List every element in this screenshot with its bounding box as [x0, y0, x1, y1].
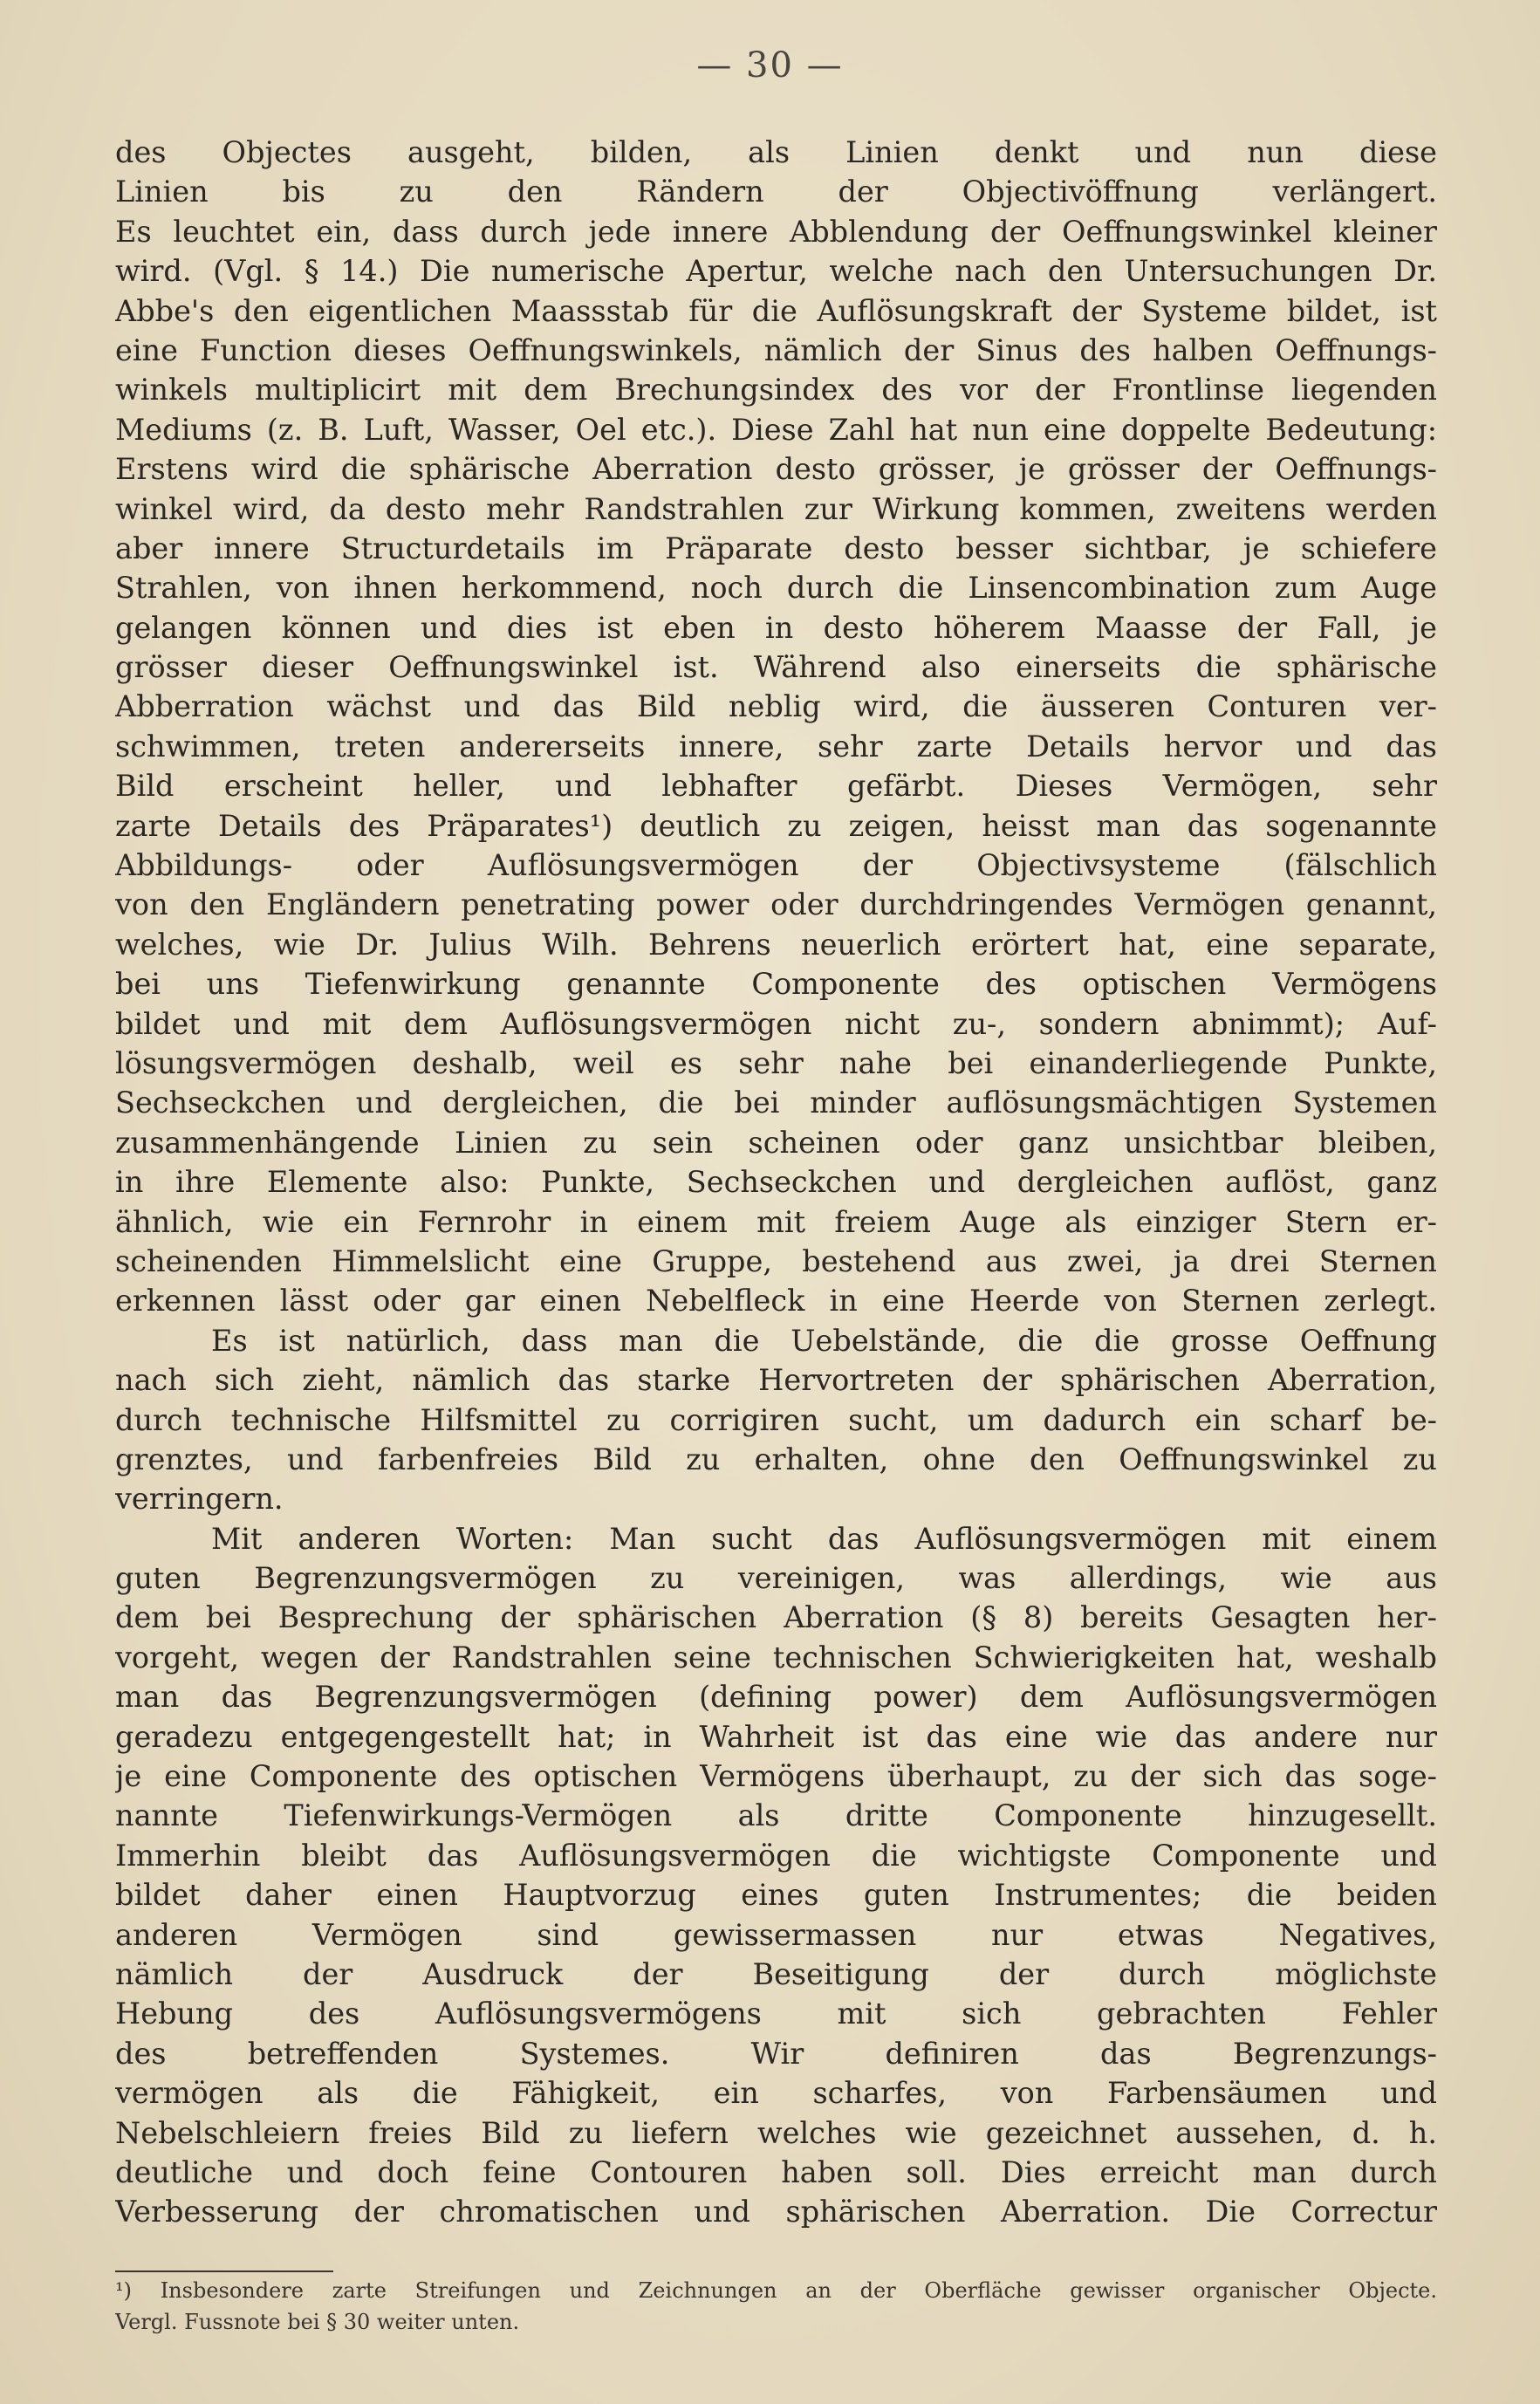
text-line: Abberration wächst und das Bild neblig wird, die äusseren Conturen ver- — [115, 689, 1437, 724]
text-line: gelangen können und dies ist eben in desto höherem Maasse der Fall, je — [115, 610, 1437, 645]
text-line: vorgeht, wegen der Randstrahlen seine technischen Schwierigkeiten hat, weshalb — [115, 1640, 1437, 1675]
text-line: Verbesserung der chromatischen und sphärischen Aberration. Die Correctur — [115, 2195, 1437, 2229]
text-line: bildet daher einen Hauptvorzug eines guten Instrumentes; die beiden — [115, 1878, 1437, 1913]
text-line: des Objectes ausgeht, bilden, als Linien denkt und nun diese — [115, 135, 1437, 169]
text-line: ähnlich, wie ein Fernrohr in einem mit freiem Auge als einziger Stern er- — [115, 1204, 1437, 1239]
text-line: Hebung des Auflösungsvermögens mit sich gebrachten Fehler — [115, 1996, 1437, 2031]
text-line: Mit anderen Worten: Man sucht das Auflösungsvermögen mit einem — [211, 1521, 1437, 1556]
text-line: dem bei Besprechung der sphärischen Aberration (§ 8) bereits Gesagten her- — [115, 1600, 1437, 1635]
text-line: Bild erscheint heller, und lebhafter gefärbt. Dieses Vermögen, sehr — [115, 769, 1437, 804]
body-text — [115, 133, 1437, 2232]
text-line: bei uns Tiefenwirkung genannte Componente des optischen Vermögens — [115, 967, 1437, 1002]
text-line: aber innere Structurdetails im Präparate desto besser sichtbar, je schiefere — [115, 531, 1437, 565]
text-line: wird. (Vgl. § 14.) Die numerische Apertur, welche nach den Untersuchungen Dr. — [115, 254, 1437, 289]
text-line: Immerhin bleibt das Auflösungsvermögen die wichtigste Componente und — [115, 1838, 1437, 1873]
text-line: eine Function dieses Oeffnungswinkels, nämlich der Sinus des halben Oeffnungs- — [115, 332, 1437, 367]
text-line: durch technische Hilfsmittel zu corrigiren sucht, um dadurch ein scharf be- — [115, 1402, 1437, 1437]
text-line: bildet und mit dem Auflösungsvermögen nicht zu-, sondern abnimmt); Auf- — [115, 1006, 1437, 1041]
text-line: in ihre Elemente also: Punkte, Sechseckchen und dergleichen auflöst, ganz — [115, 1165, 1437, 1200]
text-line: des betreffenden Systemes. Wir definiren das Begrenzungs- — [115, 2036, 1437, 2071]
text-line: Abbildungs- oder Auflösungsvermögen der Objectivsysteme (fälschlich — [115, 848, 1437, 883]
text-line: lösungsvermögen deshalb, weil es sehr nahe bei einanderliegende Punkte, — [115, 1045, 1437, 1080]
text-line: zusammenhängende Linien zu sein scheinen oder ganz unsichtbar bleiben, — [115, 1125, 1437, 1160]
footnote-line: Vergl. Fussnote bei § 30 weiter unten. — [115, 2310, 520, 2334]
text-line: schwimmen, treten andererseits innere, sehr zarte Details hervor und das — [115, 729, 1437, 764]
text-line: Abbe's den eigentlichen Maassstab für die Auflösungskraft der Systeme bildet, ist — [115, 293, 1437, 328]
text-line: grenztes, und farbenfreies Bild zu erhalten, ohne den Oeffnungswinkel zu — [115, 1442, 1437, 1476]
text-line: winkel wird, da desto mehr Randstrahlen zur Wirkung kommen, zweitens werden — [115, 491, 1437, 526]
text-line: Erstens wird die sphärische Aberration desto grösser, je grösser der Oeffnungs- — [115, 452, 1437, 487]
text-line: geradezu entgegengestellt hat; in Wahrheit ist das eine wie das andere nur — [115, 1719, 1437, 1754]
text-line: man das Begrenzungsvermögen (defining power) dem Auflösungsvermögen — [115, 1680, 1437, 1715]
text-line: Mediums (z. B. Luft, Wasser, Oel etc.). Diese Zahl hat nun eine doppelte Bedeutung: — [115, 412, 1437, 447]
text-line: vermögen als die Fähigkeit, ein scharfes, von Farbensäumen und — [115, 2076, 1437, 2111]
text-line: erkennen lässt oder gar einen Nebelfleck in eine Heerde von Sternen zerlegt. — [115, 1284, 1437, 1318]
text-line: scheinenden Himmelslicht eine Gruppe, bestehend aus zwei, ja drei Sternen — [115, 1243, 1437, 1278]
text-line: Es leuchtet ein, dass durch jede innere Abblendung der Oeffnungswinkel kleiner — [115, 214, 1437, 249]
text-line: von den Engländern penetrating power oder durchdringendes Vermögen genannt, — [115, 887, 1437, 922]
text-line: guten Begrenzungsvermögen zu vereinigen, was allerdings, wie aus — [115, 1561, 1437, 1596]
text-line: winkels multiplicirt mit dem Brechungsindex des vor der Frontlinse liegenden — [115, 373, 1437, 408]
text-line: je eine Componente des optischen Vermögens überhaupt, zu der sich das soge- — [115, 1759, 1437, 1794]
page-number: — 30 — — [696, 45, 844, 86]
text-line: nämlich der Ausdruck der Beseitigung der durch möglichste — [115, 1956, 1437, 1991]
text-line: nach sich zieht, nämlich das starke Hervortreten der sphärischen Aberration, — [115, 1363, 1437, 1398]
footnote — [115, 2275, 1437, 2338]
footnote-line: ¹) Insbesondere zarte Streifungen und Zeichnungen an der Oberfläche gewisser organischer Objecte. — [115, 2278, 1437, 2303]
text-line: Nebelschleiern freies Bild zu liefern welches wie gezeichnet aussehen, d. h. — [115, 2115, 1437, 2150]
text-line: nannte Tiefenwirkungs-Vermögen als dritte Componente hinzugesellt. — [115, 1798, 1437, 1833]
text-line: Es ist natürlich, dass man die Uebelstände, die die grosse Oeffnung — [211, 1323, 1437, 1358]
footnote-rule — [115, 2270, 333, 2272]
text-line: anderen Vermögen sind gewissermassen nur etwas Negatives, — [115, 1917, 1437, 1952]
text-line: deutliche und doch feine Contouren haben soll. Dies erreicht man durch — [115, 2154, 1437, 2189]
text-line: Linien bis zu den Rändern der Objectivöffnung verlängert. — [115, 175, 1437, 209]
text-line: welches, wie Dr. Julius Wilh. Behrens neuerlich erörtert hat, eine separate, — [115, 927, 1437, 962]
text-line: zarte Details des Präparates¹) deutlich zu zeigen, heisst man das sogenannte — [115, 808, 1437, 843]
text-line: grösser dieser Oeffnungswinkel ist. Während also einerseits die sphärische — [115, 650, 1437, 685]
text-line: verringern. — [115, 1482, 284, 1517]
text-line: Strahlen, von ihnen herkommend, noch durch die Linsencombination zum Auge — [115, 571, 1437, 606]
text-line: Sechseckchen und dergleichen, die bei minder auflösungsmächtigen Systemen — [115, 1086, 1437, 1120]
